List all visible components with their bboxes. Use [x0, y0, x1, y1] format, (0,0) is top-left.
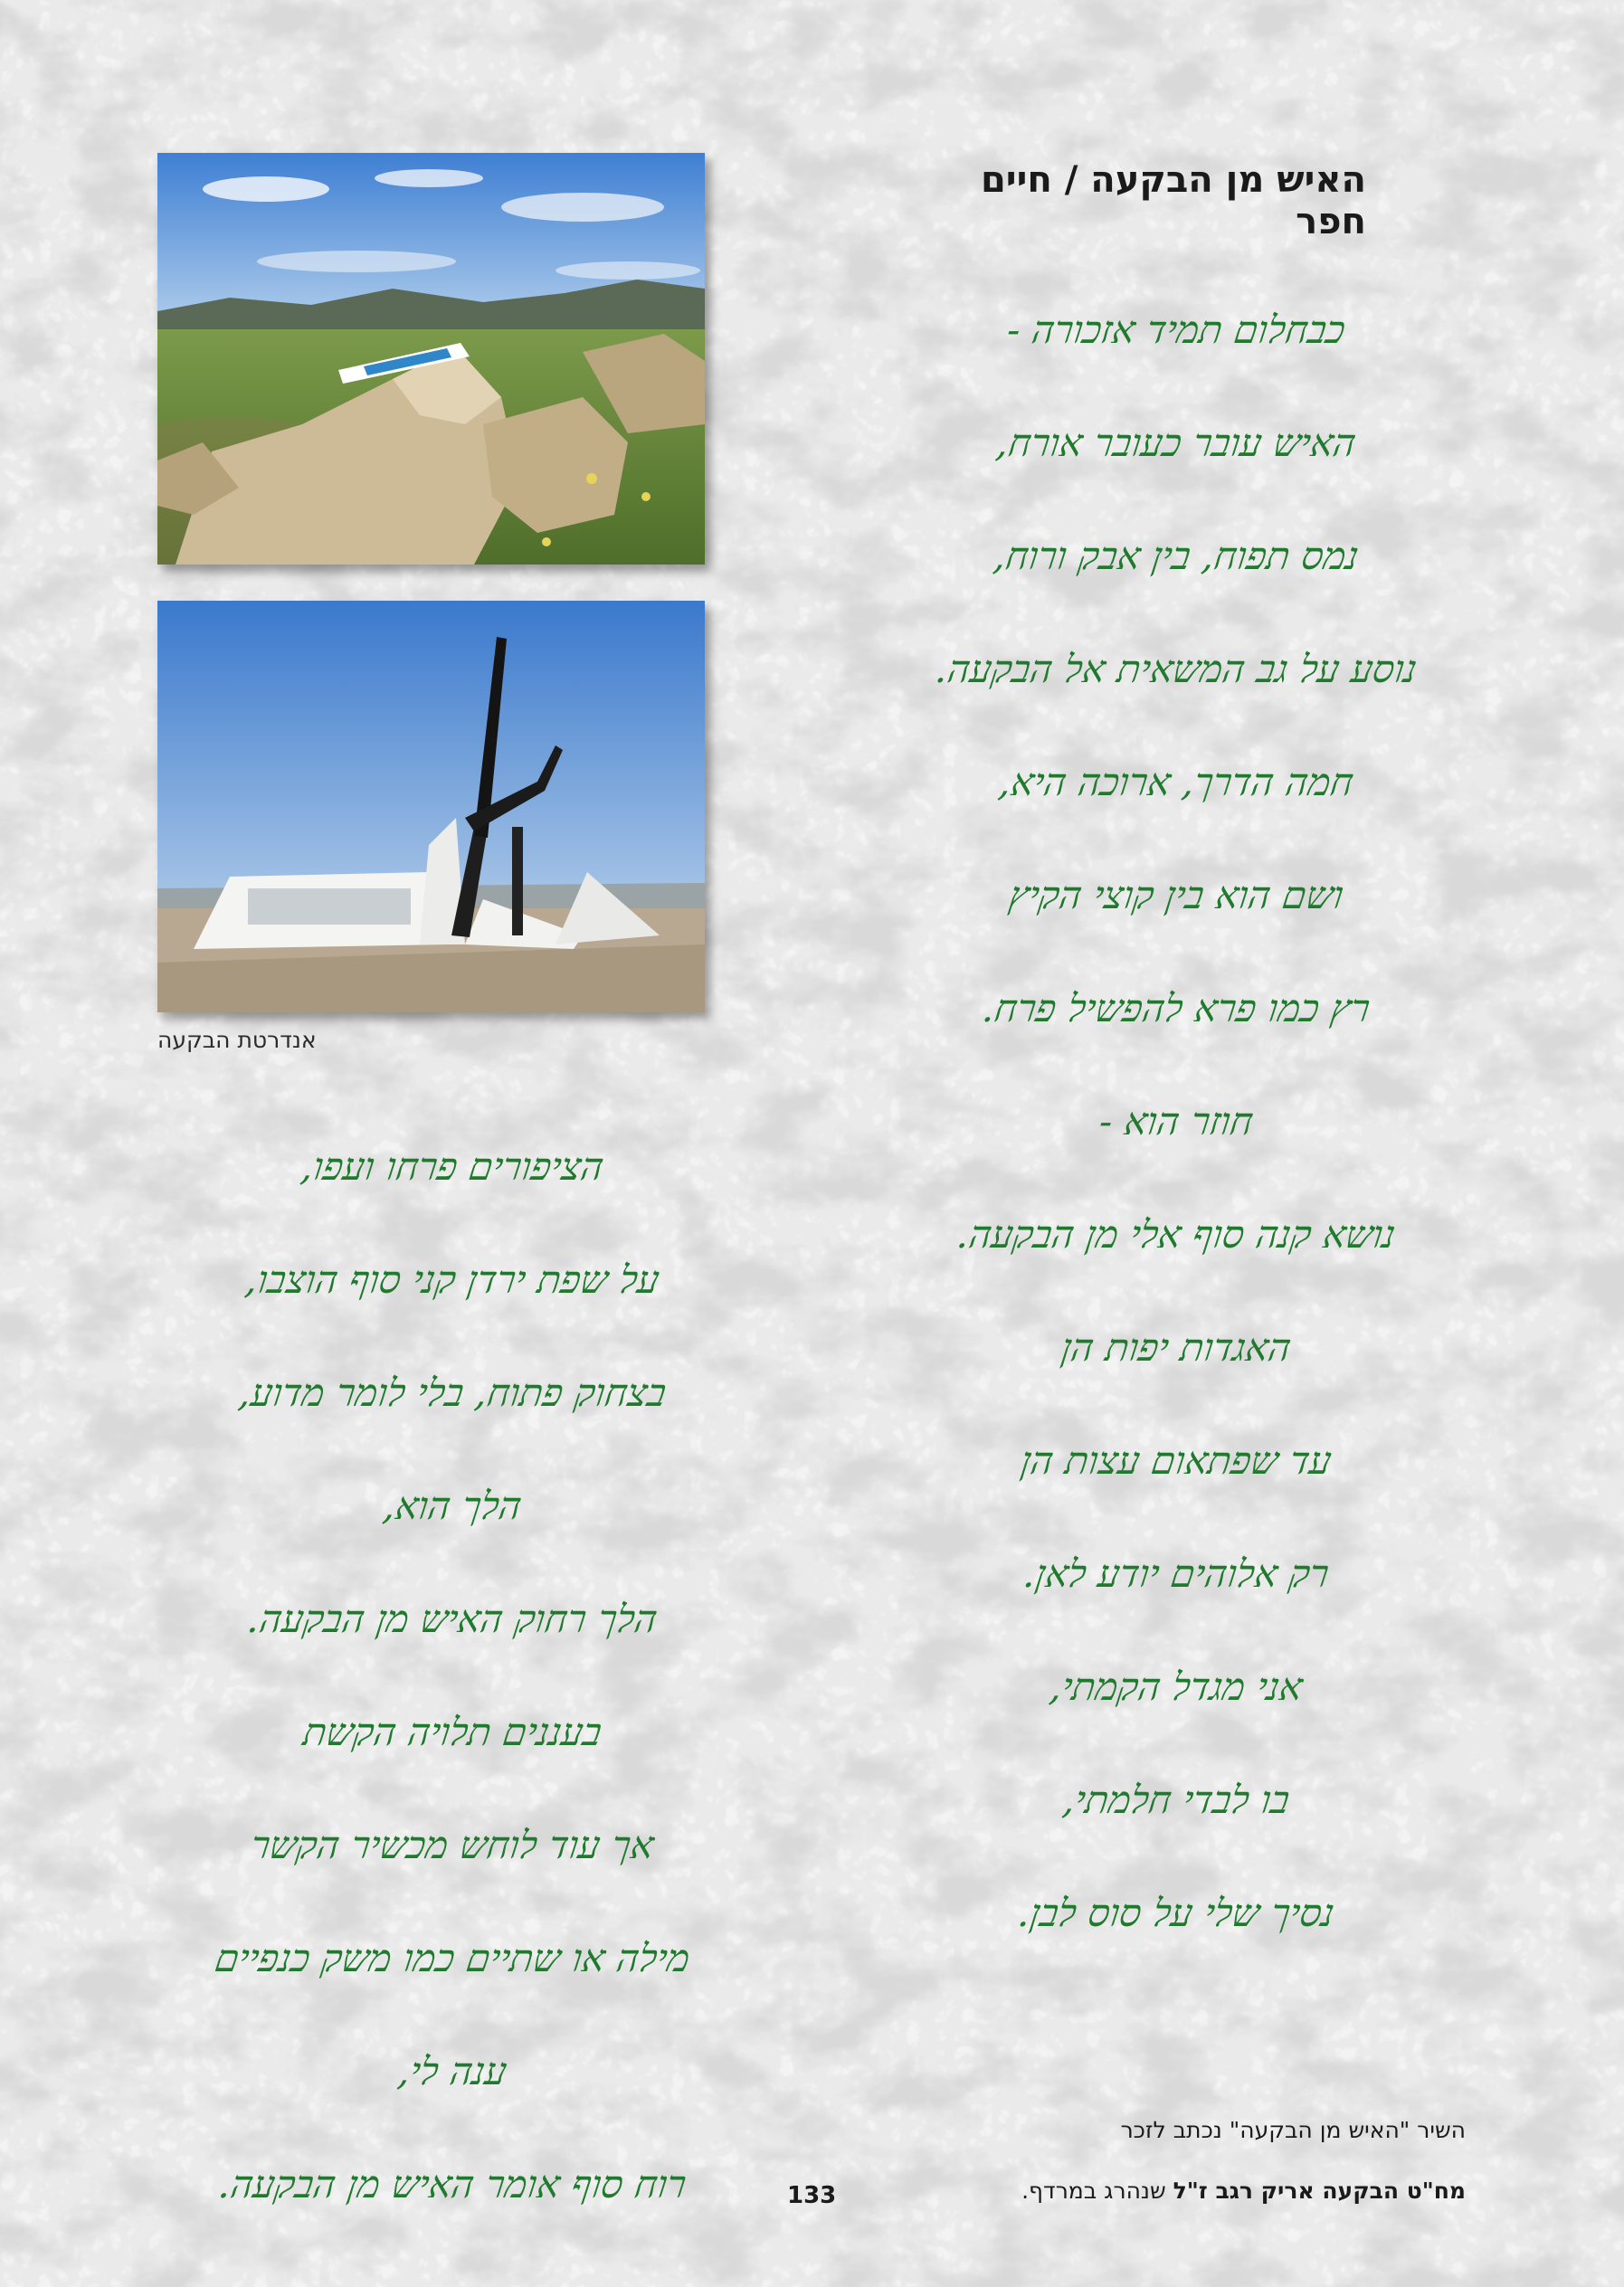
poem-line: האגדות יפות הן [1059, 1325, 1295, 1370]
page-number: 133 [787, 2182, 837, 2209]
poem-line: נוסע על גב המשאית אל הבקעה. [932, 647, 1420, 691]
poem-line: מילה או שתיים כמו משק כנפיים [212, 1936, 693, 1980]
poem-line: האיש עובר כעובר אורח, [993, 421, 1359, 465]
poem-line: בעננים תלויה הקשת [299, 1710, 605, 1754]
dedication-note-line1: השיר "האיש מן הבקעה" נכתב לזכר [1120, 2117, 1466, 2143]
poem-line: חוזר הוא - [1096, 1099, 1257, 1144]
poem-line: על שפת ירדן קני סוף הוצבו, [242, 1257, 662, 1302]
poem-line: ושם הוא בין קוצי הקיץ [1006, 873, 1346, 917]
poem-right-column [932, 308, 1420, 1954]
dedication-note-bold: מח"ט הבקעה אריק רגב ז"ל [1173, 2178, 1466, 2204]
monument-photo [157, 601, 705, 1012]
poem-line: נושא קנה סוף אלי מן הבקעה. [954, 1212, 1399, 1257]
poem-line: הציפורים פרחו ועפו, [298, 1144, 607, 1189]
poem-line: חמה הדרך, ארוכה היא, [996, 760, 1357, 804]
poem-line: הלך הוא, [380, 1484, 525, 1528]
dedication-note-line2 [977, 2178, 1466, 2204]
poem-line: בו לבדי חלמתי, [1059, 1778, 1293, 1822]
dedication-note-rest: שנהרג במרדף. [1021, 2178, 1173, 2204]
poem-line: אך עוד לוחש מכשיר הקשר [248, 1823, 657, 1867]
poem-line: רוח סוף אומר האיש מן הבקעה. [215, 2162, 689, 2206]
poem-line: רק אלוהים יודע לאן. [1021, 1552, 1332, 1596]
poem-line: נסיך שלי על סוס לבן. [1015, 1891, 1337, 1935]
poem-title: האיש מן הבקעה / חיים חפר [980, 159, 1366, 242]
poem-line: ענה לי, [394, 2049, 510, 2093]
poem-line: עד שפתאום עצות הן [1018, 1438, 1334, 1483]
landscape-photo [157, 153, 705, 565]
poem-left-column [181, 1144, 724, 2212]
poem-line: בצחוק פתוח, בלי לומר מדוע, [235, 1371, 670, 1415]
poem-line: כבחלום תמיד אזכורה - [1004, 308, 1349, 352]
poem-line: רץ כמו פרא להפשיל פרח. [979, 986, 1373, 1030]
poem-line: אני מגדל הקמתי, [1047, 1665, 1306, 1709]
photo-caption: אנדרטת הבקעה [157, 1027, 317, 1053]
poem-line: הלך רחוק האיש מן הבקעה. [244, 1597, 660, 1641]
poem-line: נמס תפוח, בין אבק ורוח, [991, 534, 1362, 578]
